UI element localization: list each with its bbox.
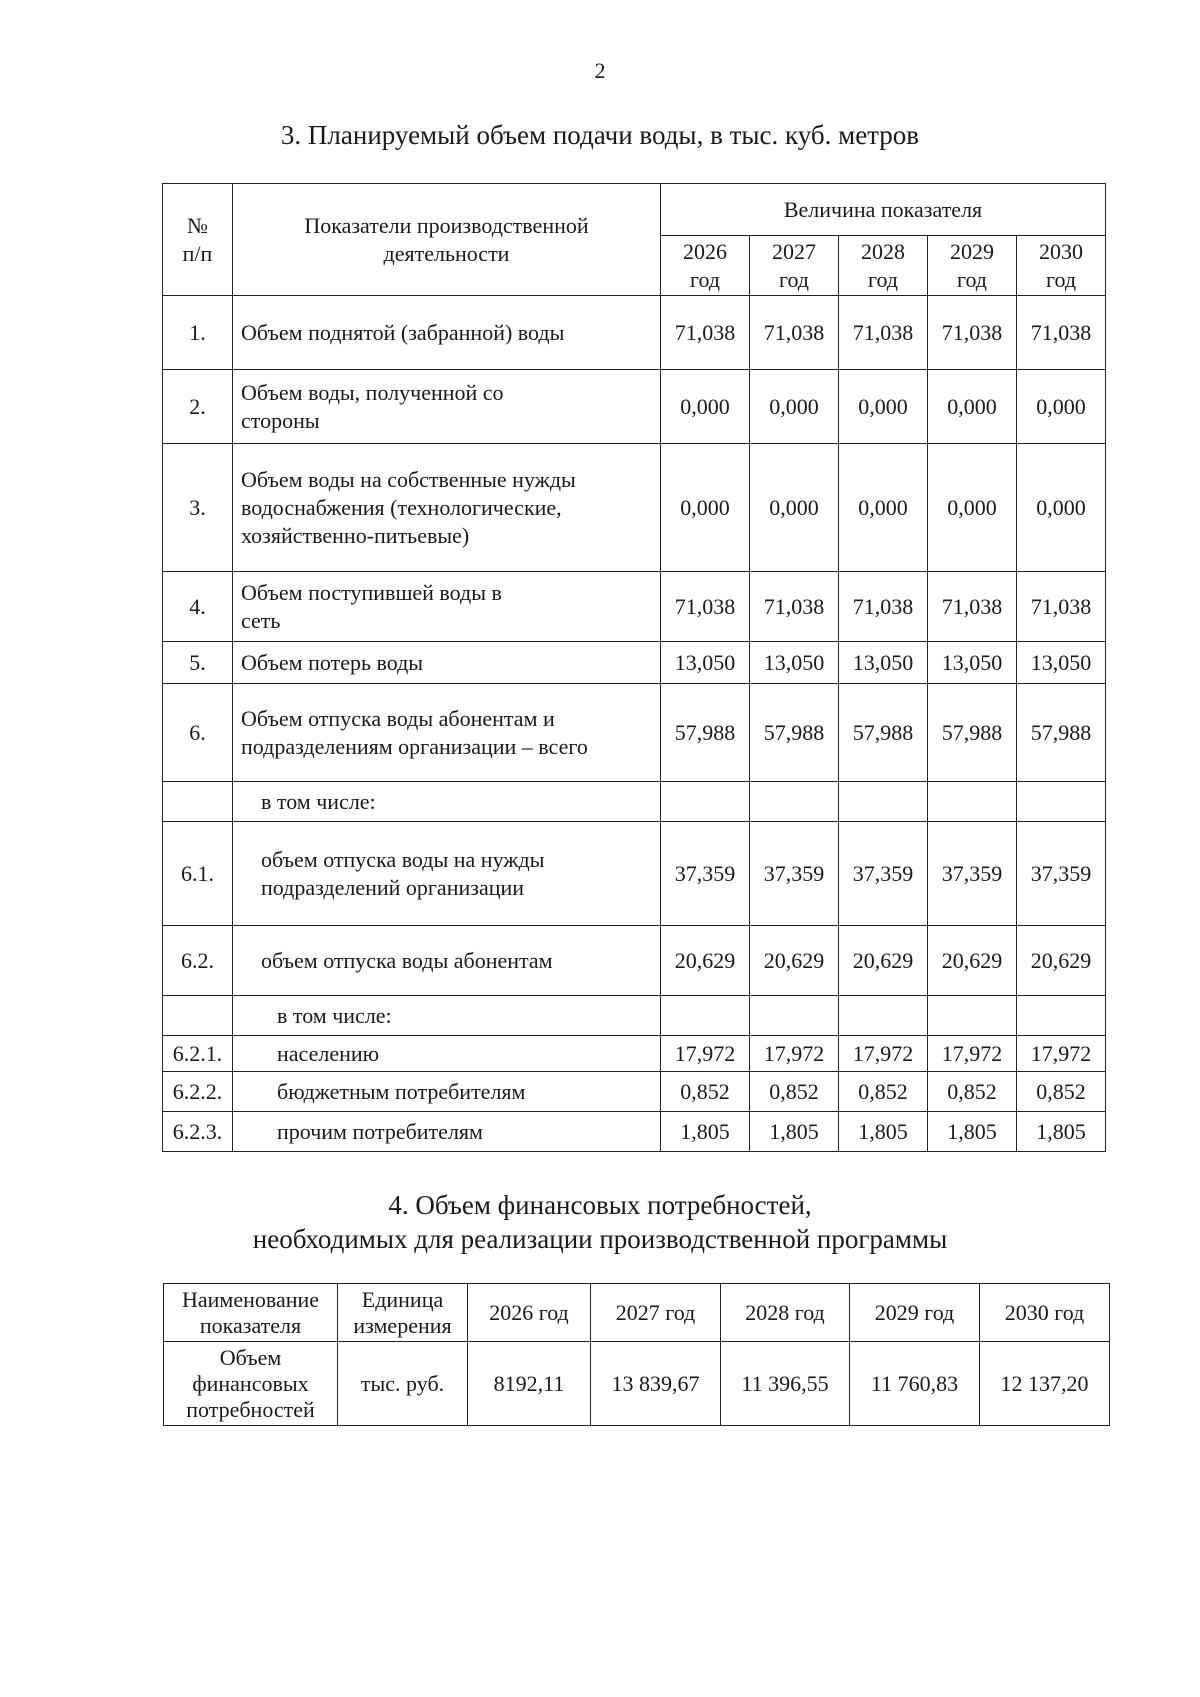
fin-header-name: Наименование показателя <box>164 1284 338 1342</box>
row-value: 71,038 <box>750 296 839 370</box>
row-label-text: Объем поднятой (забранной) воды <box>241 319 565 345</box>
row-number: 6.1. <box>163 822 233 926</box>
row-value: 13,050 <box>839 642 928 684</box>
row-label <box>233 444 661 572</box>
fin-header-unit: Единица измерения <box>338 1284 468 1342</box>
row-value: 57,988 <box>661 684 750 782</box>
header-year: 2026 год <box>661 236 750 296</box>
row-value: 0,000 <box>750 444 839 572</box>
row-value: 0,852 <box>839 1072 928 1112</box>
row-label <box>233 782 661 822</box>
row-value: 17,972 <box>839 1036 928 1072</box>
water-supply-table <box>162 183 1106 1152</box>
row-label-text: в том числе: <box>277 1002 392 1028</box>
table-row <box>163 782 1106 822</box>
row-value: 0,000 <box>750 370 839 444</box>
fin-row-unit: тыс. руб. <box>338 1342 468 1426</box>
row-label-text: Объем воды на собственные нужды водоснабжения (технологические, хозяйственно-питьевые) <box>241 466 576 548</box>
table-row <box>163 370 1106 444</box>
row-value: 57,988 <box>750 684 839 782</box>
section-4-title <box>0 1188 1200 1256</box>
row-value: 0,000 <box>839 370 928 444</box>
row-value: 37,359 <box>839 822 928 926</box>
row-value: 37,359 <box>1017 822 1106 926</box>
table-row <box>163 926 1106 996</box>
row-label <box>233 296 661 370</box>
header-year: 2029 год <box>928 236 1017 296</box>
row-value: 71,038 <box>661 296 750 370</box>
row-value: 17,972 <box>661 1036 750 1072</box>
row-value: 57,988 <box>1017 684 1106 782</box>
fin-row-value: 13 839,67 <box>591 1342 721 1426</box>
row-value: 0,852 <box>928 1072 1017 1112</box>
row-number <box>163 996 233 1036</box>
row-value <box>839 996 928 1036</box>
row-value: 1,805 <box>1017 1112 1106 1152</box>
row-number: 5. <box>163 642 233 684</box>
row-value <box>1017 996 1106 1036</box>
row-value <box>1017 782 1106 822</box>
row-value <box>839 782 928 822</box>
table-row <box>163 822 1106 926</box>
row-value: 71,038 <box>750 572 839 642</box>
row-label <box>233 684 661 782</box>
row-value: 71,038 <box>1017 572 1106 642</box>
section-4-title-line2: необходимых для реализации производственной программы <box>252 1224 948 1254</box>
row-label <box>233 1112 661 1152</box>
row-value: 13,050 <box>661 642 750 684</box>
row-value: 20,629 <box>1017 926 1106 996</box>
row-value <box>661 996 750 1036</box>
row-value: 13,050 <box>1017 642 1106 684</box>
fin-header-year: 2027 год <box>591 1284 721 1342</box>
row-value: 13,050 <box>750 642 839 684</box>
row-value: 71,038 <box>1017 296 1106 370</box>
row-label <box>233 996 661 1036</box>
row-number <box>163 782 233 822</box>
row-label <box>233 370 661 444</box>
row-value: 57,988 <box>839 684 928 782</box>
row-value: 71,038 <box>839 296 928 370</box>
row-number: 6. <box>163 684 233 782</box>
fin-header-year: 2029 год <box>850 1284 980 1342</box>
row-label <box>233 572 661 642</box>
fin-header-year: 2030 год <box>980 1284 1110 1342</box>
table-row <box>163 996 1106 1036</box>
row-label-text: Объем поступившей воды в сеть <box>241 579 502 633</box>
row-value <box>750 782 839 822</box>
section-3-title: 3. Планируемый объем подачи воды, в тыс. куб. метров <box>280 120 920 150</box>
row-value: 57,988 <box>928 684 1017 782</box>
row-value <box>928 782 1017 822</box>
fin-row-value: 11 760,83 <box>850 1342 980 1426</box>
row-number: 6.2.2. <box>163 1072 233 1112</box>
row-value: 37,359 <box>750 822 839 926</box>
row-value: 0,852 <box>750 1072 839 1112</box>
row-value: 17,972 <box>928 1036 1017 1072</box>
row-number: 6.2.3. <box>163 1112 233 1152</box>
row-value: 20,629 <box>839 926 928 996</box>
row-label <box>233 1036 661 1072</box>
fin-header-year: 2026 год <box>468 1284 591 1342</box>
fin-row-value: 8192,11 <box>468 1342 591 1426</box>
row-value: 71,038 <box>839 572 928 642</box>
row-label-text: прочим потребителям <box>277 1118 483 1144</box>
row-label-text: в том числе: <box>261 788 376 814</box>
row-number: 6.2.1. <box>163 1036 233 1072</box>
row-label-text: объем отпуска воды абонентам <box>261 947 553 973</box>
row-value: 1,805 <box>928 1112 1017 1152</box>
row-value: 71,038 <box>928 296 1017 370</box>
row-label <box>233 642 661 684</box>
header-indicator: Показатели производственной деятельности <box>233 184 661 296</box>
row-label-text: объем отпуска воды на нужды подразделений организации <box>261 846 545 900</box>
row-value: 0,852 <box>661 1072 750 1112</box>
row-label <box>233 926 661 996</box>
row-value: 0,000 <box>839 444 928 572</box>
row-value: 20,629 <box>750 926 839 996</box>
row-value: 0,000 <box>661 370 750 444</box>
row-label-text: Объем потерь воды <box>241 649 424 675</box>
row-value: 1,805 <box>839 1112 928 1152</box>
row-value: 0,000 <box>1017 370 1106 444</box>
row-value: 1,805 <box>750 1112 839 1152</box>
row-value: 0,000 <box>1017 444 1106 572</box>
row-value: 71,038 <box>928 572 1017 642</box>
financial-needs-table <box>163 1283 1110 1426</box>
table-row <box>163 1036 1106 1072</box>
row-value: 71,038 <box>661 572 750 642</box>
row-value: 0,000 <box>928 444 1017 572</box>
row-number: 2. <box>163 370 233 444</box>
row-value: 20,629 <box>661 926 750 996</box>
fin-header-year: 2028 год <box>721 1284 850 1342</box>
row-label-text: Объем воды, полученной со стороны <box>241 379 504 433</box>
fin-row-value: 11 396,55 <box>721 1342 850 1426</box>
table-row <box>163 296 1106 370</box>
row-value: 20,629 <box>928 926 1017 996</box>
fin-row-value: 12 137,20 <box>980 1342 1110 1426</box>
row-label-text: Объем отпуска воды абонентам и подразделениям организации – всего <box>241 705 588 759</box>
row-number: 3. <box>163 444 233 572</box>
row-number: 4. <box>163 572 233 642</box>
table-row <box>163 572 1106 642</box>
row-value: 0,000 <box>661 444 750 572</box>
table-row <box>163 1112 1106 1152</box>
row-value: 0,000 <box>928 370 1017 444</box>
table-row <box>163 684 1106 782</box>
row-value: 37,359 <box>661 822 750 926</box>
table-row <box>163 1072 1106 1112</box>
page-number: 2 <box>594 58 606 83</box>
fin-row-name: Объем финансовых потребностей <box>164 1342 338 1426</box>
row-value: 1,805 <box>661 1112 750 1152</box>
table-row <box>163 444 1106 572</box>
header-value-group: Величина показателя <box>661 184 1106 236</box>
row-value <box>661 782 750 822</box>
table-row <box>163 642 1106 684</box>
section-4-title-line1: 4. Объем финансовых потребностей, <box>388 1190 812 1220</box>
header-year: 2027 год <box>750 236 839 296</box>
row-number: 1. <box>163 296 233 370</box>
row-value <box>750 996 839 1036</box>
header-num: № п/п <box>163 184 233 296</box>
row-label <box>233 822 661 926</box>
row-label-text: бюджетным потребителям <box>277 1078 526 1104</box>
row-value: 37,359 <box>928 822 1017 926</box>
row-value: 17,972 <box>750 1036 839 1072</box>
row-value: 13,050 <box>928 642 1017 684</box>
header-year: 2030 год <box>1017 236 1106 296</box>
header-year: 2028 год <box>839 236 928 296</box>
row-label <box>233 1072 661 1112</box>
row-label-text: населению <box>277 1040 380 1066</box>
row-number: 6.2. <box>163 926 233 996</box>
row-value: 17,972 <box>1017 1036 1106 1072</box>
row-value: 0,852 <box>1017 1072 1106 1112</box>
row-value <box>928 996 1017 1036</box>
